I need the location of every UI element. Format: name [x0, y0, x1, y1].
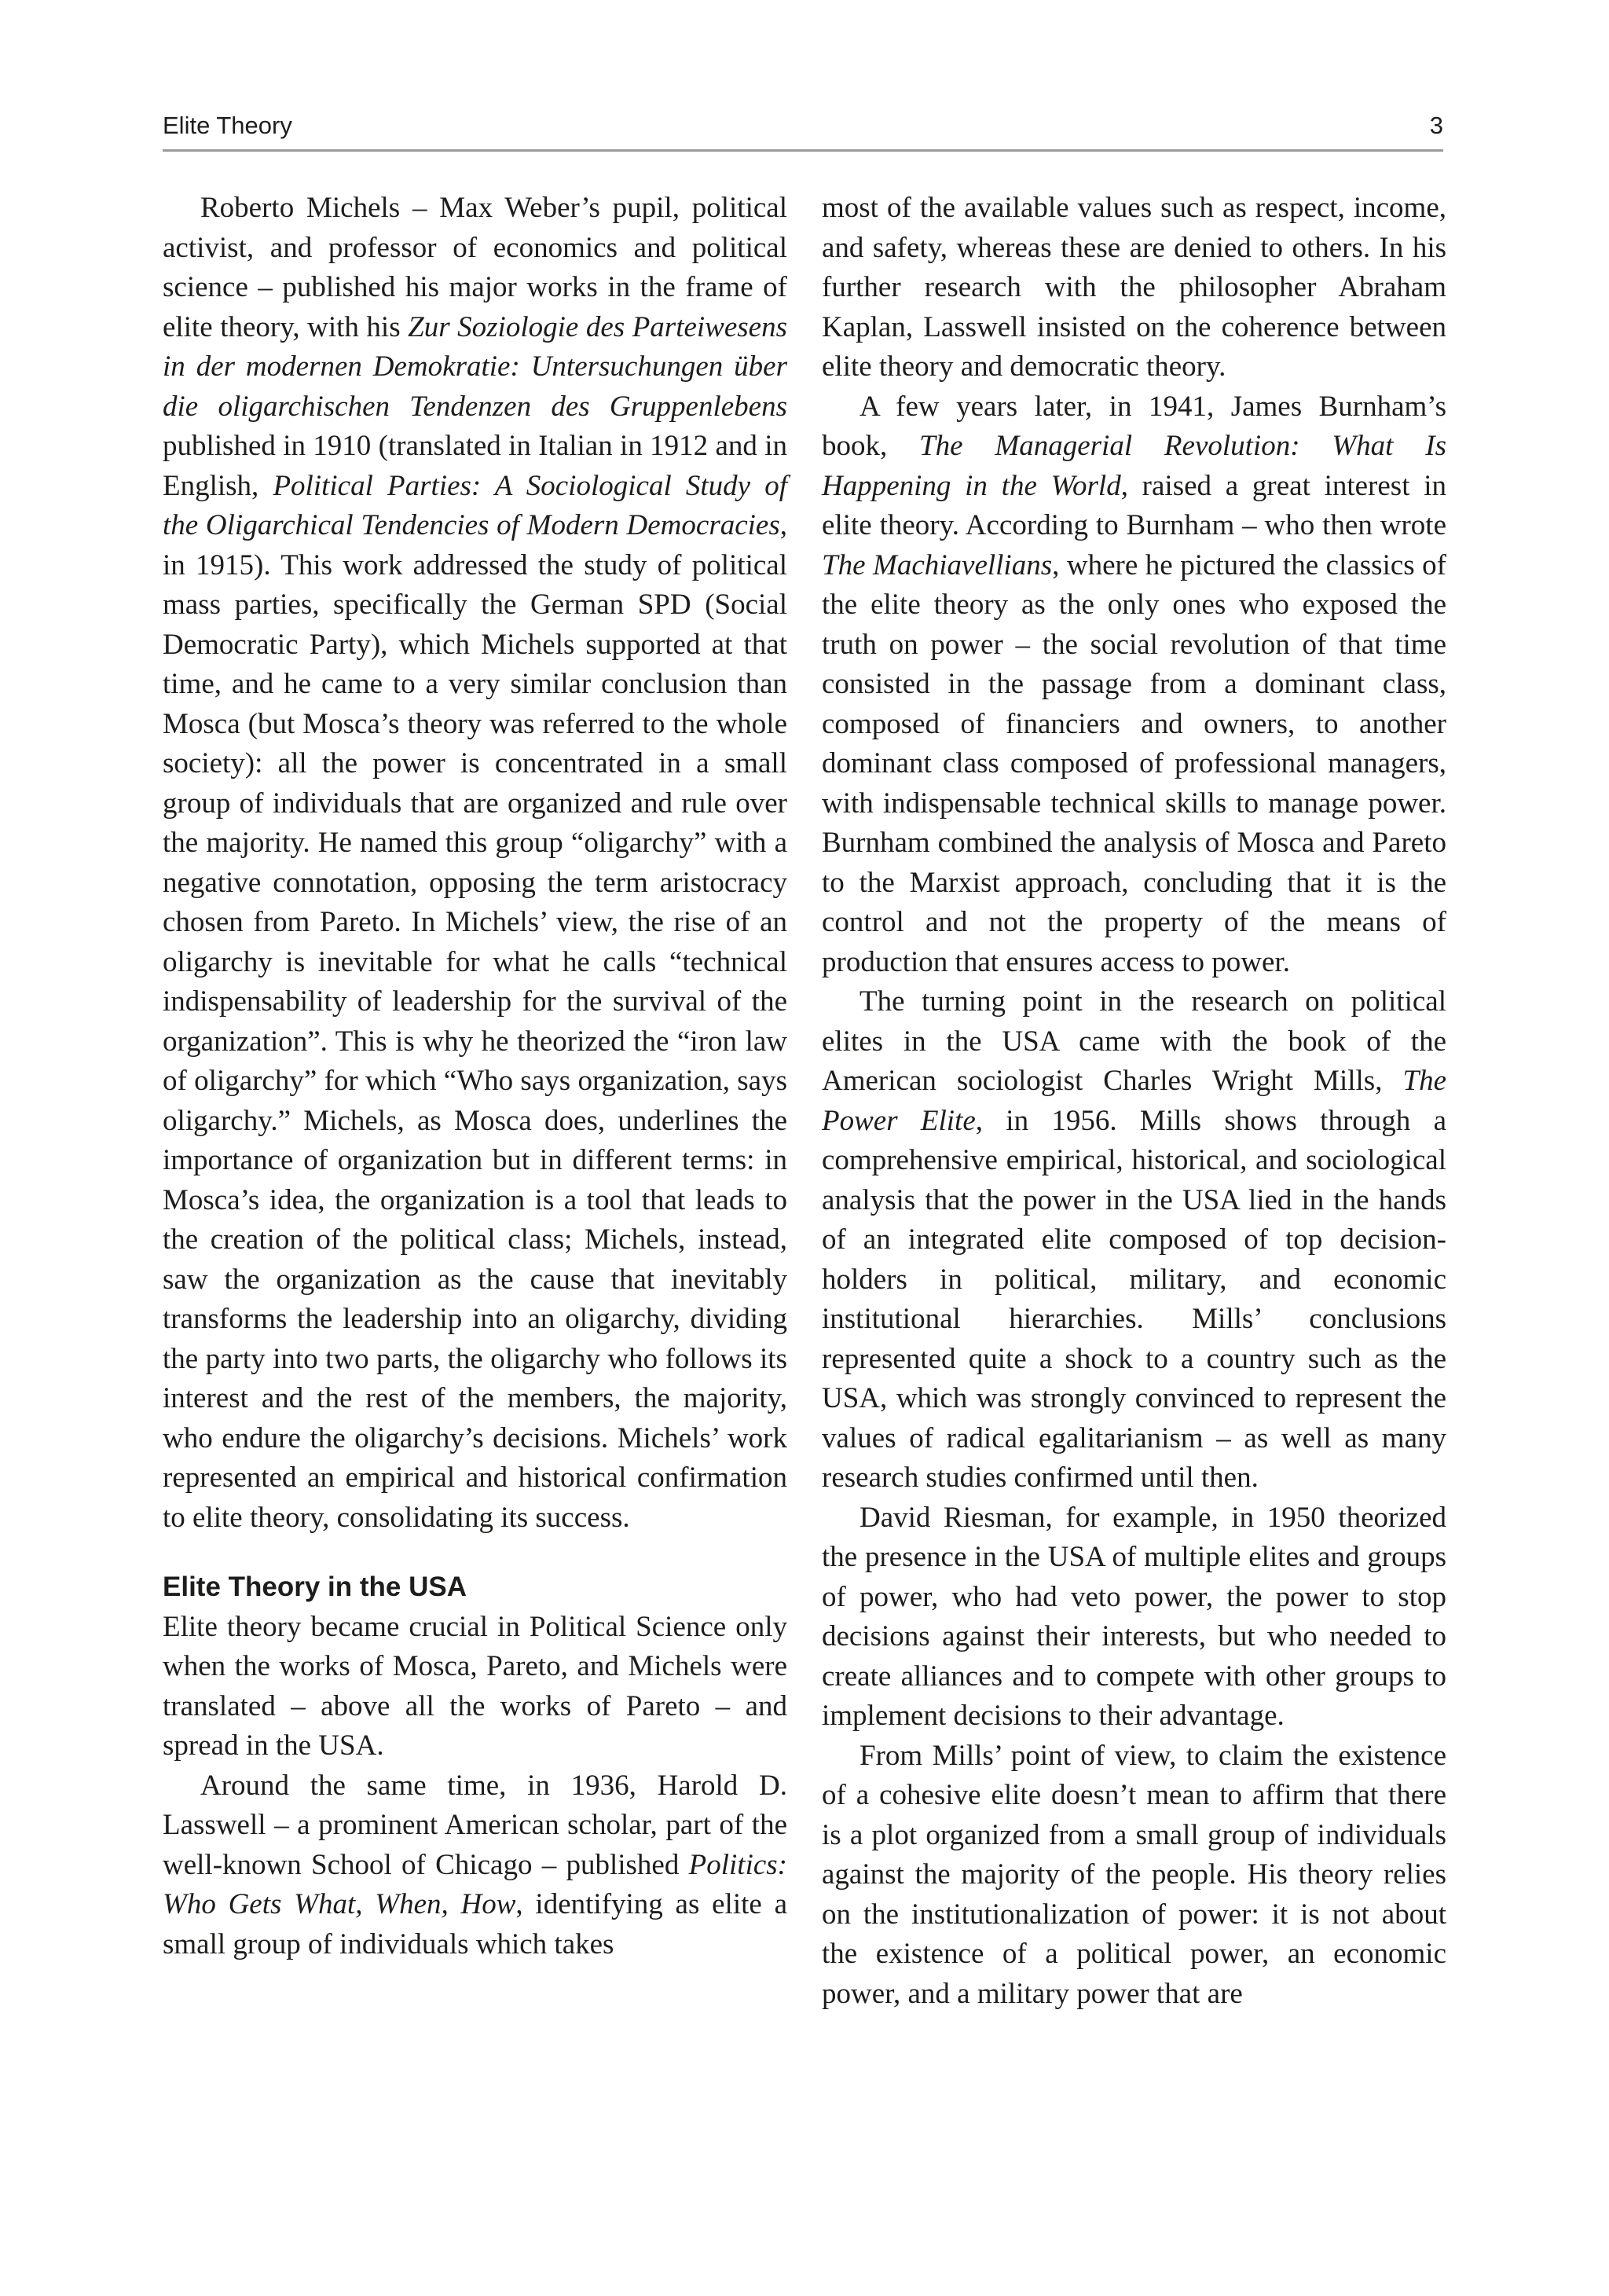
paragraph-lasswell	[163, 1766, 787, 1965]
text-run: , raised a great interest in elite theory. According to Burnham – who then wrote	[822, 469, 1446, 541]
text-run: published in 1910 (translated in Italian in 1912 and in English,	[163, 430, 787, 502]
paragraph-lasswell-cont: most of the available values such as respect, income, and safety, whereas these are denied to others. In his further research with the philosopher Abraham Kaplan, Lasswell insisted on the coherence between elite theory and democratic theory.	[822, 192, 1446, 383]
text-run: , in 1956. Mills shows through a comprehensive empirical, historical, and sociological analysis that the power in the USA lied in the hands of an integrated elite composed of top decision-holders in political, military, and economic institutional hierarchies. Mills’ conclusions represented quite a shock to a country such as the USA, which was strongly convinced to represent the values of radical egalitarianism – as well as many research studies confirmed until then.	[822, 1104, 1446, 1494]
running-header	[163, 108, 1443, 152]
text-run: , where he pictured the classics of the elite theory as the only ones who exposed the truth on power – the social revolution of that time consisted in the passage from a dominant class, composed of financiers and owners, to another dominant class composed of professional managers, with indispensable technical skills to manage power. Burnham combined the analysis of Mosca and Pareto to the Marxist approach, concluding that it is the control and not the property of the means of production that ensures access to power.	[822, 548, 1446, 978]
text-run: , in 1915). This work addressed the study of political mass parties, specifically the German SPD (Social Democratic Party), which Michels supported at that time, and he came to a very similar conclusion than Mosca (but Mosca’s theory was referred to the whole society): all the power is concentrated in a small group of individuals that are organized and rule over the majority. He named this group “oligarchy” with a negative connotation, opposing the term aristocracy chosen from Pareto. In Michels’ view, the rise of an oligarchy is inevitable for what he calls “technical indispensability of leadership for the survival of the organization”. This is why he theorized the “iron law of oligarchy” for which “Who says organization, says oligarchy.” Michels, as Mosca does, underlines the importance of organization but in different terms: in Mosca’s idea, the organization is a tool that leads to the creation of the political class; Michels, instead, saw the organization as the cause that inevitably transforms the leadership into an oligarchy, dividing the party into two parts, the oligarchy who follows its interest and the rest of the members, the majority, who endure the oligarchy’s decisions. Michels’ work represented an empirical and historical confirmation to elite theory, consolidating its success.	[163, 509, 787, 1534]
paragraph-mills	[822, 982, 1446, 1498]
running-title: Elite Theory	[163, 112, 292, 139]
book-title-italic: Political Parties: A Sociological Study of the Oligarchical Tendencies of Modern Democracies	[163, 469, 787, 541]
book-title-italic: Politics: Who Gets What, When, How	[163, 1848, 787, 1920]
book-title-italic: The Managerial Revolution: What Is Happening in the World	[822, 430, 1446, 502]
book-title-italic: The Power Elite	[822, 1065, 1446, 1137]
text-run: The turning point in the research on political elites in the USA came with the book of the American sociologist Charles Wright Mills,	[822, 985, 1446, 1097]
text-run: Roberto Michels – Max Weber’s pupil, political activist, and professor of economics and political science – published his major works in the frame of elite theory, with his	[163, 192, 787, 343]
text-run: , identifying as elite a small group of individuals which takes	[163, 1888, 787, 1960]
book-title-italic: Zur Soziologie des Parteiwesens in der modernen Demokratie: Untersuchungen über die oligarchischen Tendenzen des Gruppenlebens	[163, 310, 787, 423]
text-run: A few years later, in 1941, James Burnham’s book,	[822, 390, 1446, 462]
paragraph-riesman: David Riesman, for example, in 1950 theorized the presence in the USA of multiple elites and groups of power, who had veto power, the power to stop decisions against their interests, but who needed to create alliances and to compete with other groups to implement decisions to their advantage.	[822, 1501, 1446, 1732]
paragraph-usa-intro: Elite theory became crucial in Political Science only when the works of Mosca, Pareto, and Michels were translated – above all the works of Pareto – and spread in the USA.	[163, 1610, 787, 1762]
paragraph-mills-view: From Mills’ point of view, to claim the existence of a cohesive elite doesn’t mean to affirm that there is a plot organized from a small group of individuals against the majority of the people. His theory relies on the institutionalization of power: it is not about the existence of a political power, an economic power, and a military power that are	[822, 1739, 1446, 2010]
paragraph-michels	[163, 189, 787, 1538]
section-heading: Elite Theory in the USA	[163, 1572, 467, 1602]
left-column	[163, 189, 787, 1964]
page-number: 3	[1429, 112, 1443, 139]
text-run: Around the same time, in 1936, Harold D. Lasswell – a prominent American scholar, part of the well-known School of Chicago – published	[163, 1769, 787, 1881]
paragraph-burnham	[822, 387, 1446, 983]
book-title-italic: The Machiavellians	[822, 548, 1053, 581]
right-column	[822, 189, 1446, 2014]
